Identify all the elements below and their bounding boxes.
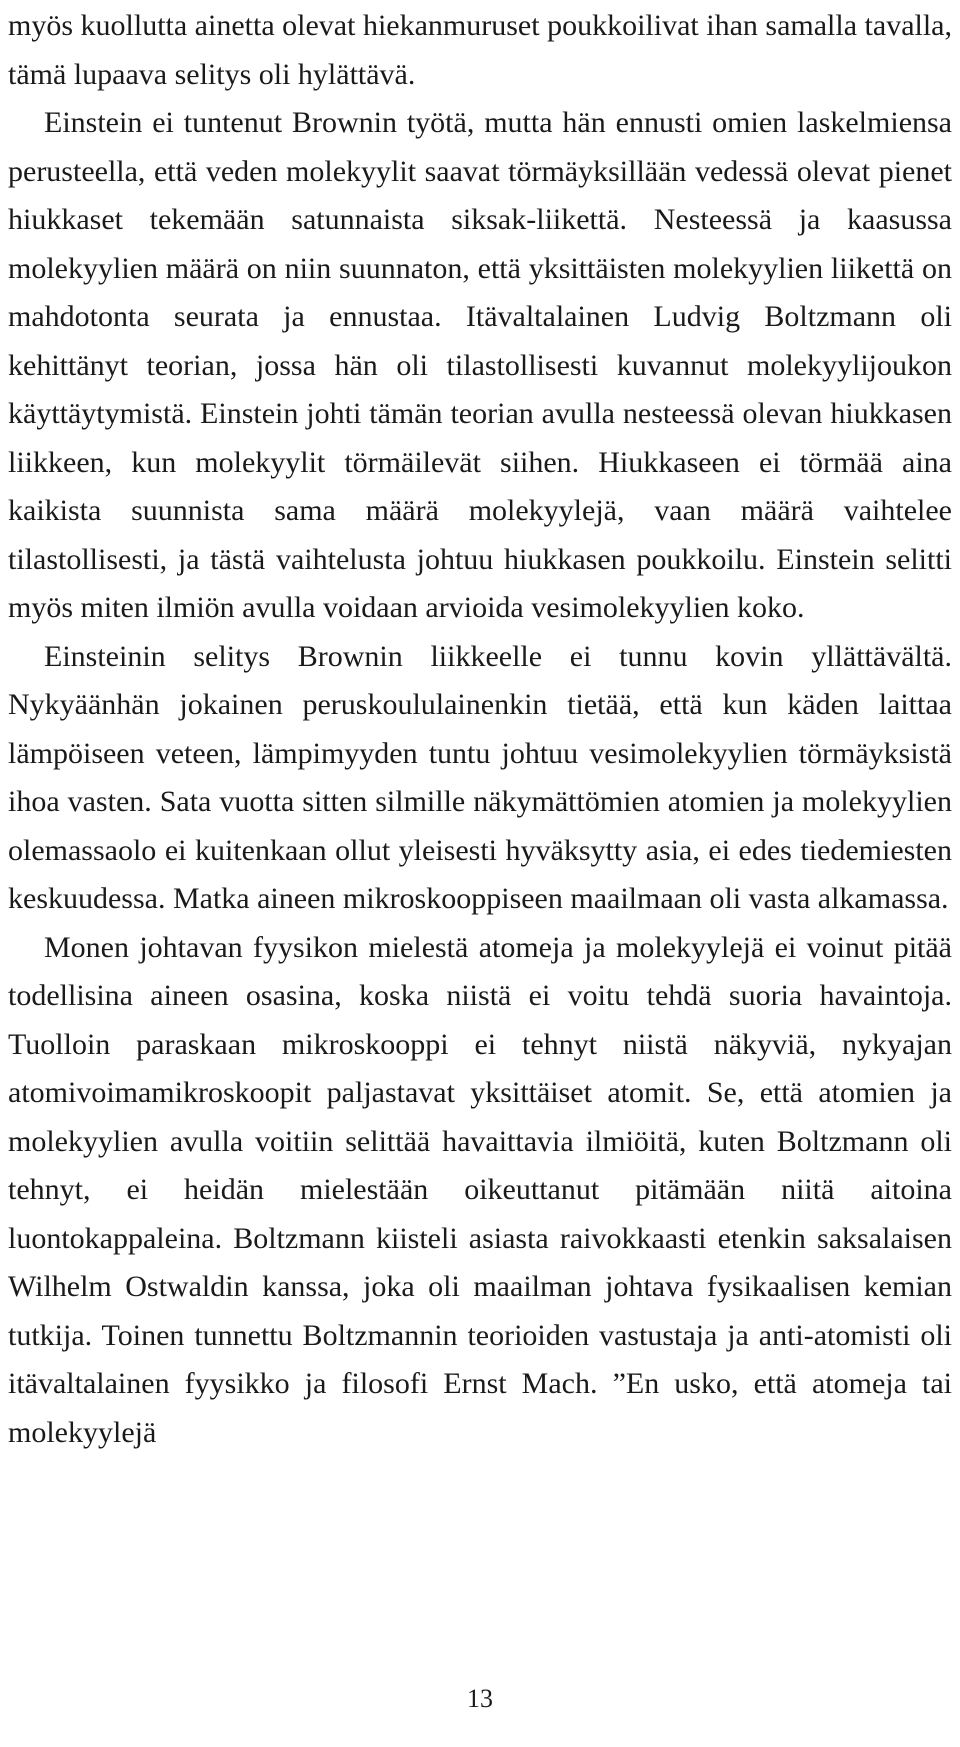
paragraph-3: Einsteinin selitys Brownin liikkeelle ei tunnu kovin yllättävältä. Nykyäänhän jokainen peruskoululainenkin tietää, että kun käden laittaa lämpöiseen veteen, lämpimyyden tuntu johtuu vesimolekyylien törmäyksistä ihoa vasten. Sata vuotta sitten silmille näkymättömien atomien ja molekyylien olemassaolo ei kuitenkaan ollut yleisesti hyväksytty asia, ei edes tiedemiesten keskuudessa. Matka aineen mikroskooppiseen maailmaan oli vasta alkamassa. [8,639,952,915]
paragraph-4: Monen johtavan fyysikon mielestä atomeja ja molekyylejä ei voinut pitää todellisina aineen osasina, koska niistä ei voitu tehdä suoria havaintoja. Tuolloin paraskaan mikroskooppi ei tehnyt niistä näkyviä, nykyajan atomivoimamikroskoopit paljastavat yksittäiset atomit. Se, että atomien ja molekyylien avulla voitiin selittää havaittavia ilmiöitä, kuten Boltzmann oli tehnyt, ei heidän mielestään oikeuttanut pitämään niitä aitoina luontokappaleina. Boltzmann kiisteli asiasta raivokkaasti etenkin saksalaisen Wilhelm Ostwaldin kanssa, joka oli maailman johtava fysikaalisen kemian tutkija. Toinen tunnettu Boltzmannin teorioiden vastustaja ja anti-atomisti oli itävaltalainen fyysikko ja filosofi Ernst Mach. ”En usko, että atomeja tai molekyylejä [8,930,952,1449]
paragraph-1: myös kuollutta ainetta olevat hiekanmuruset poukkoilivat ihan samalla tavalla, tämä lupaava selitys oli hylättävä. [8,9,952,91]
document-page [8,0,952,1747]
paragraph-2: Einstein ei tuntenut Brownin työtä, mutta hän ennusti omien laskelmiensa perusteella, että veden molekyylit saavat törmäyksillään vedessä olevat pienet hiukkaset tekemään satunnaista siksak-liikettä. Nesteessä ja kaasussa molekyylien määrä on niin suunnaton, että yksittäisten molekyylien liikettä on mahdotonta seurata ja ennustaa. Itävaltalainen Ludvig Boltzmann oli kehittänyt teorian, jossa hän oli tilastollisesti kuvannut molekyylijoukon käyttäytymistä. Einstein johti tämän teorian avulla nesteessä olevan hiukkasen liikkeen, kun molekyylit törmäilevät siihen. Hiukkaseen ei törmää aina kaikista suunnista sama määrä molekyylejä, vaan määrä vaihtelee tilastollisesti, ja tästä vaihtelusta johtuu hiukkasen poukkoilu. Einstein selitti myös miten ilmiön avulla voidaan arvioida vesimolekyylien koko. [8,106,952,624]
page-number: 13 [467,1684,493,1713]
